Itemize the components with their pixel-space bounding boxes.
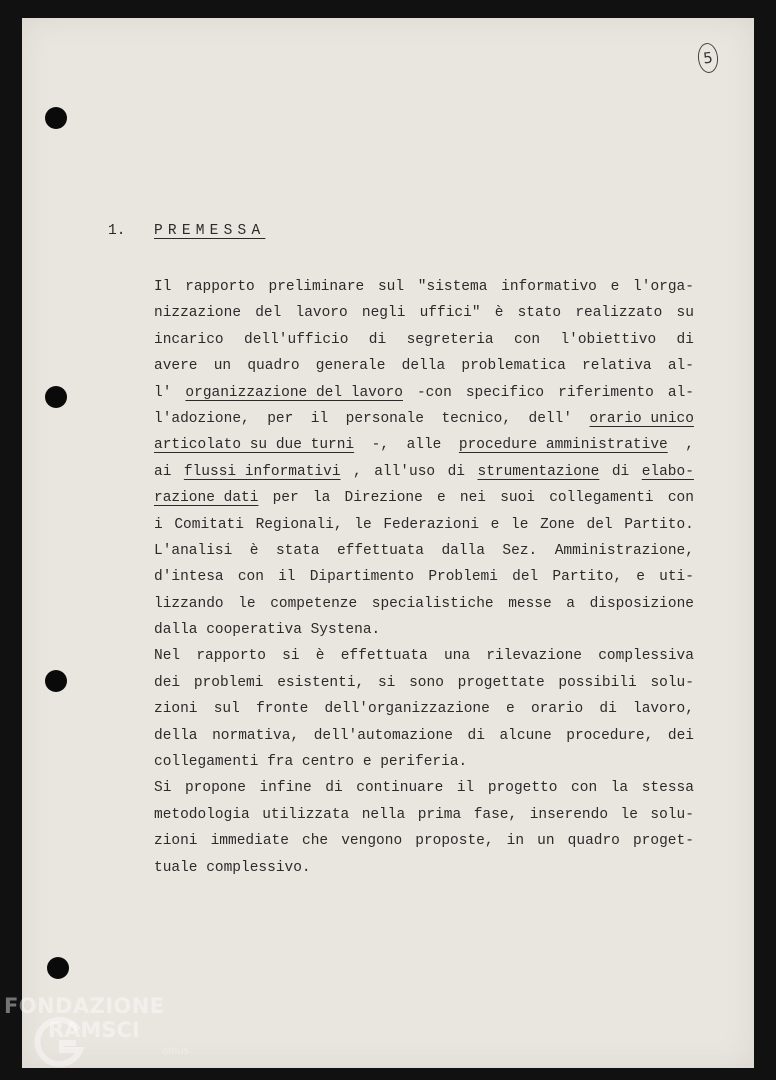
word: è [249,542,259,559]
word: complessiva [598,648,694,665]
word: stessa [641,780,694,797]
word: centro [301,754,355,771]
word: suoi [500,490,536,507]
word: del [586,516,613,533]
section-number: 1. [108,223,126,239]
word: nella [361,806,406,823]
word: al- [667,358,694,375]
underlined-phrase: procedure amministrative [458,437,668,454]
text-line [154,353,694,379]
word: progettate [457,674,545,691]
word: l'adozione, [154,410,250,427]
text-line [154,855,694,881]
word: quadro [247,358,300,375]
word: specialistiche [371,595,494,612]
word: collegamenti [154,754,259,771]
word: con [237,569,264,586]
word: lavoro, [633,701,694,718]
page-number: 5 [696,42,719,74]
word: sono [409,674,444,691]
word: Comitati [174,516,244,533]
word: del [255,305,282,322]
word: inserendo [529,806,609,823]
word: tuale [154,859,198,876]
word: e [437,490,446,507]
underlined-phrase: razione dati [154,490,259,507]
word: negli [361,305,406,322]
text-line [154,564,694,590]
text-line [154,538,694,564]
word: complessivo. [206,859,311,876]
word: con [571,780,598,797]
text-line [154,775,694,801]
word: preliminare [268,279,365,295]
word: informativo [501,279,597,295]
word: riferimento [558,384,654,401]
word: problemi [193,674,264,691]
word: effettuata [340,648,428,665]
word: disposizione [589,595,694,612]
word: lavoro [295,305,348,322]
word: Direzione [344,490,423,507]
word: relativa [582,358,652,375]
word: Amministrazione, [554,542,694,559]
word: realizzato [575,305,663,322]
word: Dipartimento [309,569,415,586]
word: utilizzata [262,806,350,823]
text-line [154,274,694,300]
text-line [154,670,694,696]
word: fase, [473,806,518,823]
watermark-line2: RAMSCI [48,1018,140,1042]
text-line [154,380,694,406]
word: rapporto [185,279,255,295]
text-line [154,696,694,722]
word: e [636,569,645,586]
word: personale [345,410,424,427]
text-line [154,617,694,643]
word: di [447,463,466,480]
word: problematica [461,358,566,375]
text-line [154,723,694,749]
word: una [443,648,471,665]
word: -con [416,384,452,401]
word: zioni [154,833,198,850]
word: della [401,358,446,375]
word: l' [154,384,172,401]
punch-hole [45,386,67,408]
text-line [154,459,694,485]
word: propone [184,780,246,797]
word: effettuata [336,542,424,559]
word: competenze [270,595,358,612]
word: del [512,569,539,586]
watermark-line3: onlus [162,1046,189,1057]
word: Zone [540,516,575,533]
word: la [610,780,629,797]
word: l'orga- [633,279,694,295]
underlined-phrase: elabo- [641,463,694,480]
word: specifico [465,384,545,401]
word: progetto [487,780,558,797]
word: solu- [650,674,694,691]
word: Il [154,279,172,295]
word: in [506,833,525,850]
word: si [282,648,300,665]
word: di [611,463,630,480]
word: un [537,833,555,850]
word: proget- [632,833,694,850]
word: ai [154,463,172,480]
word: orario [530,701,584,718]
word: a [566,595,575,612]
word: dell'automazione [313,727,453,744]
text-line [154,300,694,326]
word: solu- [650,806,694,823]
word: dell'organizzazione [324,701,490,718]
word: di [599,701,617,718]
body-text [154,274,694,881]
word: che [302,833,329,850]
watermark-logo [4,994,204,1076]
word: continuare [356,780,444,797]
word: rapporto [196,648,266,665]
word: infine [259,780,312,797]
word: il [278,569,296,586]
punch-hole [45,670,67,692]
word: cooperativa [206,622,302,639]
word: le [511,516,529,533]
word: nei [459,490,487,507]
word: esistenti, [277,674,365,691]
word: sul [213,701,240,718]
word: con [513,331,541,348]
text-line [154,643,694,669]
text-line [154,406,694,432]
word: si [377,674,396,691]
section-heading [108,223,265,239]
word: tecnico, [441,410,512,427]
word: uffici" [419,305,481,322]
word: Regionali, [255,516,343,533]
word: di [467,727,485,744]
word: per [267,410,294,427]
underlined-phrase: orario unico [589,410,694,427]
word: all'uso [374,463,436,480]
word: le [354,516,372,533]
word: , [685,437,694,454]
word: dalla [154,622,198,639]
word: di [325,780,343,797]
word: immediate [210,833,289,850]
word: il [456,780,475,797]
word: vengono [341,833,403,850]
document-page [22,18,754,1068]
word: e [490,516,500,533]
word: d'intesa [154,569,224,586]
text-line [154,749,694,775]
watermark-line1: FONDAZIONE [4,994,165,1018]
underlined-phrase: flussi informativi [183,463,341,480]
word: nizzazione [154,305,242,322]
word: Partito. [624,516,694,533]
word: Federazioni [383,516,480,533]
text-line [154,432,694,458]
word: normativa, [212,727,300,744]
word: Sez. [502,542,538,559]
text-line [154,512,694,538]
word: un [213,358,232,375]
word: messe [508,595,552,612]
word: collegamenti [549,490,654,507]
word: è [315,648,325,665]
word: dei [154,674,181,691]
text-line [154,591,694,617]
word: della [154,727,198,744]
word: e [506,701,515,718]
word: dei [667,727,694,744]
word: e [362,754,372,771]
word: alcune [499,727,552,744]
text-line [154,327,694,353]
word: la [312,490,331,507]
word: , [353,463,362,480]
word: alle [406,437,442,454]
word: metodologia [154,806,250,823]
text-line [154,485,694,511]
section-title: PREMESSA [154,223,266,239]
punch-hole [47,957,69,979]
text-line [154,802,694,828]
word: di [368,331,387,348]
word: fronte [256,701,309,718]
word: lizzando [154,595,224,612]
word: l'obiettivo [560,331,657,348]
word: Problemi [428,569,498,586]
word: generale [315,358,386,375]
word: sul [377,279,405,295]
word: Si [154,780,172,797]
word: con [667,490,694,507]
word: di [676,331,694,348]
text-line [154,828,694,854]
word: periferia. [380,754,468,771]
word: al- [667,384,694,401]
word: su [676,305,694,322]
word: proposte, [415,833,494,850]
word: -, [371,437,390,454]
word: le [238,595,256,612]
word: quadro [567,833,620,850]
word: prima [417,806,462,823]
word: stato [517,305,562,322]
word: avere [154,358,198,375]
underlined-phrase: strumentazione [477,463,600,480]
word: stata [275,542,320,559]
word: procedure, [566,727,654,744]
word: Systena. [310,622,381,639]
word: "sistema [417,279,488,295]
word: incarico [154,331,224,348]
word: rilevazione [486,648,582,665]
word: le [620,806,638,823]
word: segreteria [406,331,494,348]
word: dell' [528,410,573,427]
word: Partito, [552,569,623,586]
word: zioni [154,701,198,718]
word: possibili [558,674,637,691]
word: e [610,279,620,295]
word: L'analisi [154,542,233,559]
underlined-phrase: articolato su due turni [154,437,355,454]
word: uti- [659,569,694,586]
word: per [272,490,299,507]
word: è [494,305,504,322]
word: il [310,410,329,427]
underlined-phrase: organizzazione del lavoro [185,384,403,401]
word: Nel [154,648,181,665]
word: i [154,516,163,533]
word: fra [267,754,294,771]
punch-hole [45,107,67,129]
word: dell'ufficio [244,331,349,348]
word: dalla [441,542,485,559]
